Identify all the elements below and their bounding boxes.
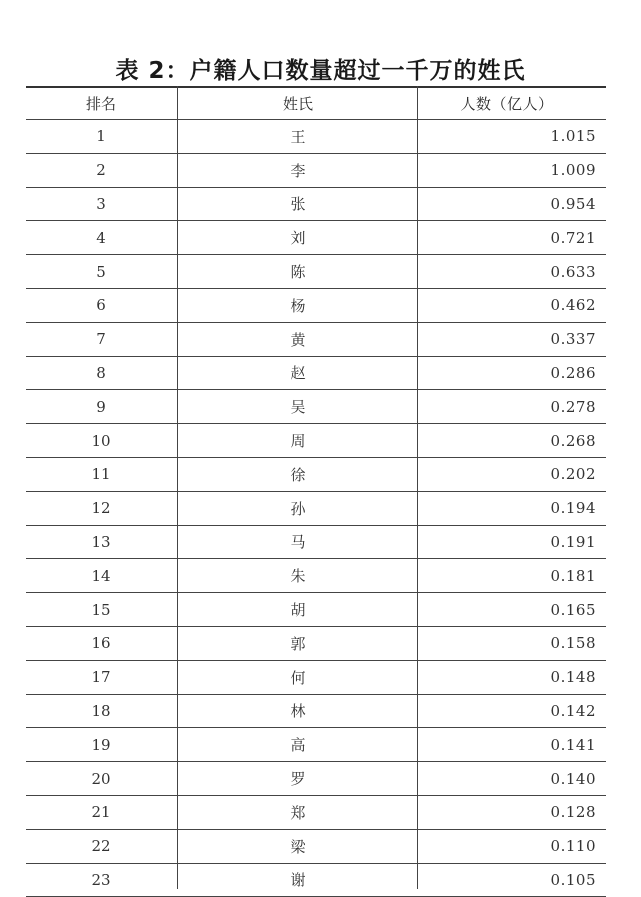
surname-cell: 梁 [290,837,306,856]
population-cell: 0.181 [550,566,596,585]
population-cell: 1.009 [550,161,596,180]
surname-cell: 孙 [290,499,306,518]
population-cell: 1.015 [550,127,596,146]
rank-cell: 14 [91,566,111,585]
table-row [26,289,606,323]
population-cell: 0.148 [550,668,596,687]
column-header-rank: 排名 [85,95,116,113]
column-header-surname: 姓氏 [282,95,313,113]
surname-cell: 胡 [290,601,306,620]
table-row [26,695,606,729]
rank-cell: 15 [91,600,111,619]
population-cell: 0.954 [550,194,596,213]
surname-cell: 郭 [290,634,306,653]
population-cell: 0.142 [550,701,596,720]
table-row [26,492,606,526]
population-cell: 0.194 [550,499,596,518]
rank-cell: 9 [96,397,106,416]
table-row [26,796,606,830]
population-cell: 0.286 [550,363,596,382]
rank-cell: 23 [91,870,111,889]
rank-cell: 11 [91,465,111,484]
table-row [26,357,606,391]
rank-cell: 10 [91,431,111,450]
surname-cell: 李 [290,161,306,180]
rank-cell: 21 [91,803,111,822]
surname-cell: 郑 [290,803,306,822]
table-row [26,323,606,357]
rank-cell: 6 [96,296,106,315]
population-cell: 0.721 [550,228,596,247]
surname-cell: 赵 [290,364,306,383]
table-row [26,221,606,255]
column-header-population: 人数（亿人） [460,95,554,113]
column-divider-2 [417,86,418,889]
table-title: 表 2：户籍人口数量超过一千万的姓氏 [115,58,526,84]
table-row [26,255,606,289]
population-cell: 0.105 [550,870,596,889]
table-row [26,728,606,762]
surname-cell: 何 [290,668,306,687]
rank-cell: 8 [96,363,106,382]
surname-cell: 高 [290,736,306,755]
surname-cell: 吴 [290,398,306,417]
population-cell: 0.462 [550,296,596,315]
table-row [26,593,606,627]
population-cell: 0.268 [550,431,596,450]
table-row [26,120,606,154]
surname-table [26,86,606,897]
surname-cell: 马 [290,533,306,552]
surname-cell: 刘 [290,229,306,248]
rank-cell: 18 [91,701,111,720]
rank-cell: 22 [91,837,111,856]
table-row [26,661,606,695]
population-cell: 0.141 [550,735,596,754]
population-cell: 0.633 [550,262,596,281]
table-body [26,120,606,897]
rank-cell: 4 [96,228,106,247]
surname-cell: 陈 [290,263,306,282]
population-cell: 0.158 [550,634,596,653]
surname-cell: 徐 [290,465,306,484]
table-row [26,188,606,222]
rank-cell: 3 [96,194,106,213]
population-cell: 0.191 [550,532,596,551]
table-row [26,627,606,661]
rank-cell: 19 [91,735,111,754]
table-row [26,830,606,864]
surname-cell: 王 [290,127,306,146]
population-cell: 0.337 [550,330,596,349]
table-row [26,526,606,560]
rank-cell: 20 [91,769,111,788]
surname-cell: 谢 [290,871,306,890]
surname-cell: 杨 [290,296,306,315]
table-row [26,864,606,897]
population-cell: 0.202 [550,465,596,484]
rank-cell: 5 [96,262,106,281]
surname-cell: 周 [290,432,306,451]
surname-cell: 林 [290,702,306,721]
table-row [26,424,606,458]
rank-cell: 16 [91,634,111,653]
surname-cell: 张 [290,195,306,214]
population-cell: 0.165 [550,600,596,619]
table-row [26,390,606,424]
surname-cell: 朱 [290,567,306,586]
rank-cell: 13 [91,532,111,551]
table-header-row [26,86,606,120]
surname-cell: 黄 [290,330,306,349]
table-row [26,154,606,188]
rank-cell: 17 [91,668,111,687]
table-row [26,762,606,796]
rank-cell: 1 [96,127,106,146]
population-cell: 0.128 [550,803,596,822]
population-cell: 0.110 [550,837,596,856]
rank-cell: 12 [91,499,111,518]
rank-cell: 7 [96,330,106,349]
surname-cell: 罗 [290,770,306,789]
population-cell: 0.278 [550,397,596,416]
column-divider-1 [177,86,178,889]
table-row [26,458,606,492]
rank-cell: 2 [96,161,106,180]
table-row [26,559,606,593]
population-cell: 0.140 [550,769,596,788]
